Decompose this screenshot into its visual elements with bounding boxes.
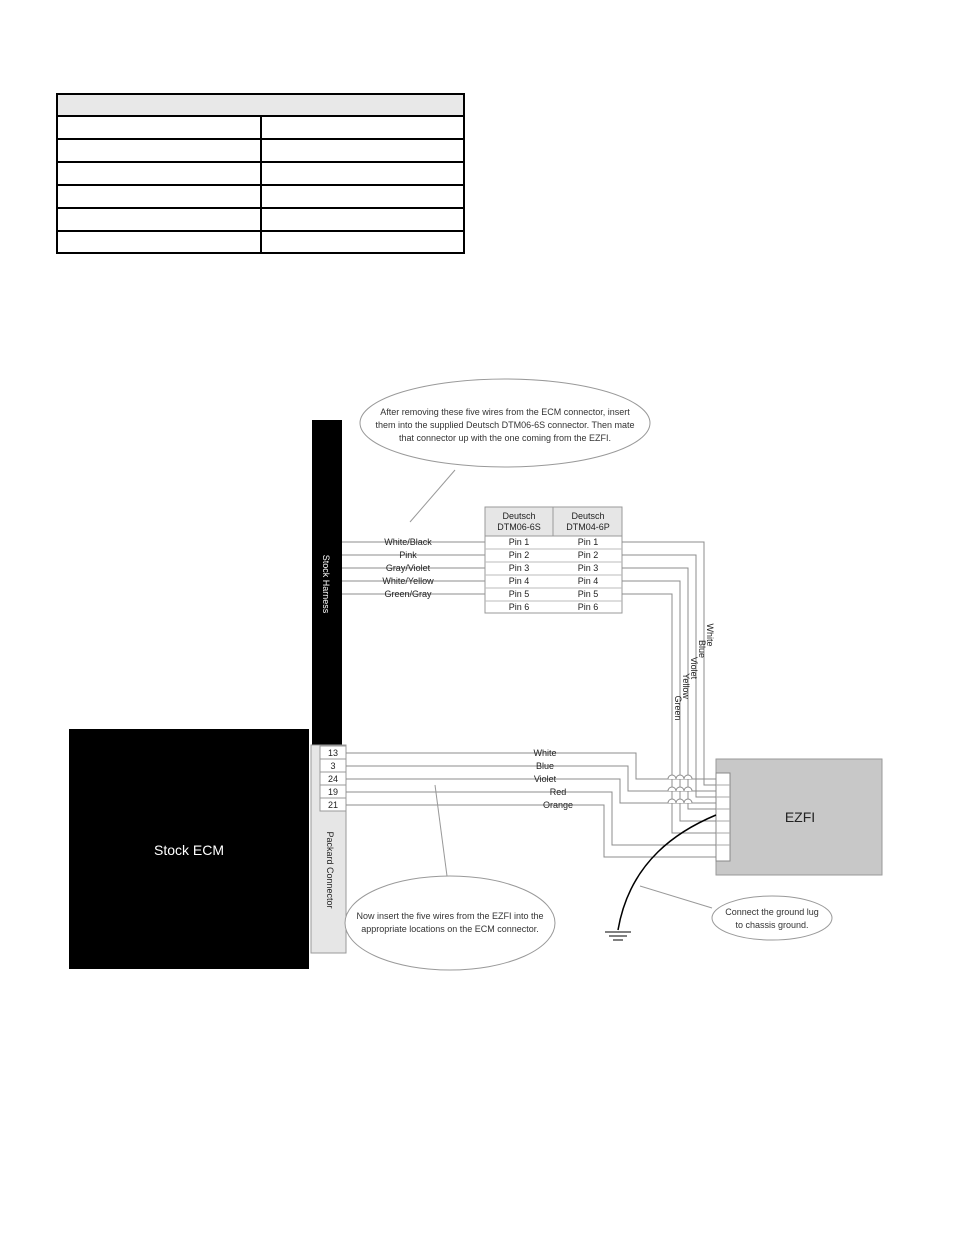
- harness-wire-label: Pink: [399, 550, 417, 560]
- ecm-pin-number: 24: [327, 774, 339, 784]
- deutsch-connectors: [485, 507, 622, 613]
- deutsch-6p-pin: Pin 5: [577, 589, 599, 599]
- callout-bottom-bubble: [345, 876, 555, 970]
- wire-hop: [676, 799, 684, 803]
- ezfi-label: EZFI: [784, 809, 816, 825]
- callout-bottom-pointer: [435, 785, 447, 876]
- callout-bottom-line-1: Now insert the five wires from the EZFI into the: [356, 911, 544, 921]
- wire-hop: [684, 775, 692, 779]
- callout-top-line-2: them into the supplied Deutsch DTM06-6S connector. Then mate: [375, 420, 635, 430]
- ecm-pin-number: 21: [327, 800, 339, 810]
- wire-hop: [668, 799, 676, 803]
- deutsch-6s-pin: Pin 6: [508, 602, 530, 612]
- ezfi-vertical-wire-label: White: [705, 623, 715, 647]
- callout-ground-line-1: Connect the ground lug: [725, 907, 819, 917]
- ecm-wire-label: Violet: [533, 774, 557, 784]
- wire-hop: [676, 787, 684, 791]
- ecm-pin-number: 3: [330, 761, 336, 771]
- ground-symbol: [605, 932, 631, 940]
- deutsch-6p-pin: Pin 1: [577, 537, 599, 547]
- wire-hop: [668, 775, 676, 779]
- deutsch-6s-pin: Pin 5: [508, 589, 530, 599]
- ezfi-vertical-wire-label: Violet: [689, 656, 699, 680]
- callout-bottom-line-2: appropriate locations on the ECM connector.: [361, 924, 539, 934]
- callout-top-pointer: [410, 470, 455, 522]
- callout-ground-line-2: to chassis ground.: [735, 920, 809, 930]
- deutsch-6p-pin: Pin 3: [577, 563, 599, 573]
- deutsch-6p-pin: Pin 4: [577, 576, 599, 586]
- harness-wire-label: Green/Gray: [384, 589, 432, 599]
- harness-wire-label: White/Yellow: [382, 576, 434, 586]
- deutsch-6s-title: Deutsch: [502, 511, 536, 521]
- ecm-wire-label: Orange: [542, 800, 574, 810]
- deutsch-6p-title: DTM04-6P: [566, 522, 610, 532]
- ground-wire: [618, 815, 716, 930]
- ecm-pin-number: 13: [327, 748, 339, 758]
- ecm-wire-label: White: [533, 748, 557, 758]
- harness-wire-label: Gray/Violet: [385, 563, 431, 573]
- stock-ecm-label: Stock ECM: [153, 842, 225, 858]
- deutsch-6s-pin: Pin 2: [508, 550, 530, 560]
- ezfi-connector-body: [716, 773, 730, 861]
- deutsch-6s-pin: Pin 3: [508, 563, 530, 573]
- wire-hop: [684, 799, 692, 803]
- stock-harness-label: Stock Harness: [321, 554, 331, 614]
- deutsch-6p-pin: Pin 2: [577, 550, 599, 560]
- callout-ground-bubble: [712, 896, 832, 940]
- wire-hop: [668, 787, 676, 791]
- harness-wire-label: White/Black: [384, 537, 432, 547]
- ezfi-wire-yellow: [622, 581, 716, 821]
- ecm-pin-number: 19: [327, 787, 339, 797]
- ezfi-connector: [716, 773, 730, 861]
- deutsch-6s-pin: Pin 1: [508, 537, 530, 547]
- deutsch-6p-title: Deutsch: [571, 511, 605, 521]
- wire-hop: [684, 787, 692, 791]
- ecm-wire-red: [346, 792, 716, 845]
- deutsch-6p-pin: Pin 6: [577, 602, 599, 612]
- ezfi-vertical-wire-label: Green: [673, 695, 683, 721]
- ezfi-wire-white: [622, 542, 716, 785]
- callout-top-line-1: After removing these five wires from the ECM connector, insert: [380, 407, 630, 417]
- ezfi-vertical-wire-label: Blue: [697, 639, 707, 659]
- deutsch-6s-title: DTM06-6S: [497, 522, 541, 532]
- callout-ground-pointer: [640, 886, 712, 908]
- ecm-wire-label: Red: [549, 787, 567, 797]
- ecm-wire-label: Blue: [535, 761, 555, 771]
- ezfi-vertical-wire-label: Yellow: [681, 673, 691, 699]
- ecm-wires: [346, 753, 716, 857]
- wire-hop: [676, 775, 684, 779]
- callout-top-line-3: that connector up with the one coming from the EZFI.: [398, 433, 612, 443]
- deutsch-6s-pin: Pin 4: [508, 576, 530, 586]
- packard-connector-label: Packard Connector: [325, 831, 335, 909]
